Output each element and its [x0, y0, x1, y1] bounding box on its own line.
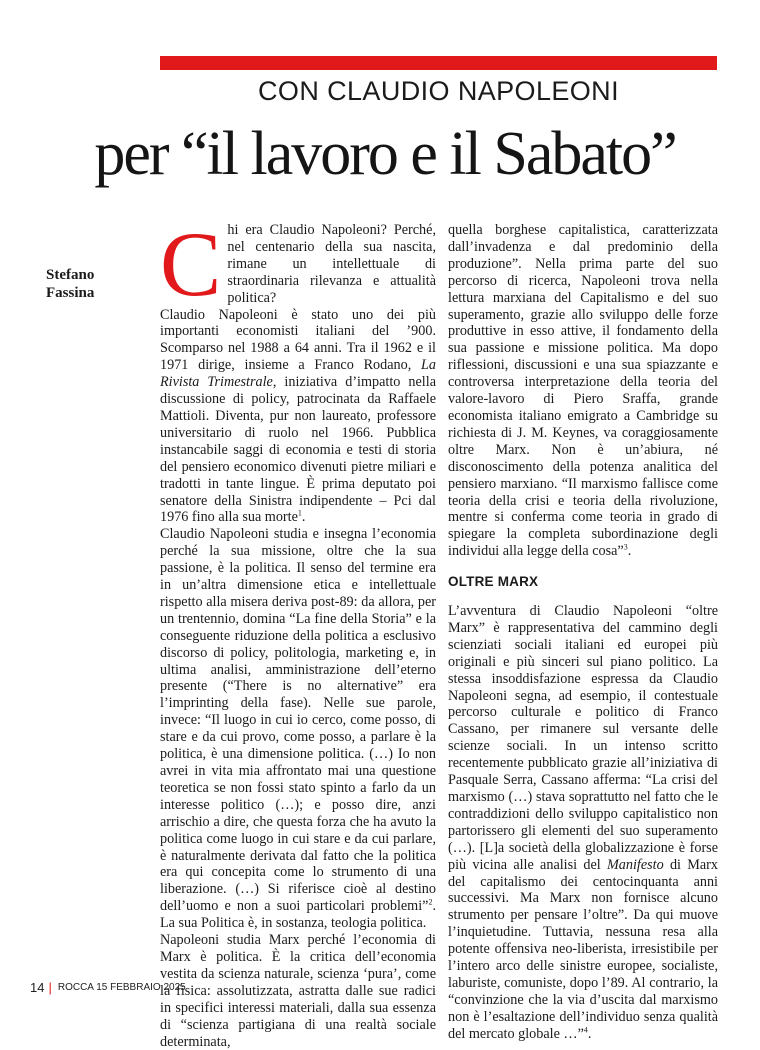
- footnote-ref: 1: [297, 508, 302, 518]
- top-red-rule: [160, 56, 717, 70]
- text: Napoleoni studia Marx perché l’economia di Marx è politica. È la critica dell’economia vestita da scienza naturale, scienza ‘pura’, come la fisica: assolutizzata, astratta dalle sue radici in specifici interessi materiali, dalla sua essenza di “scienza partigiana di una realtà sociale determinata,: [160, 932, 436, 1050]
- footnote-ref: 2: [428, 897, 433, 907]
- paragraph: [448, 222, 718, 560]
- book-title: Manifesto: [606, 856, 664, 873]
- text: .: [627, 543, 632, 560]
- text: Claudio Napoleoni studia e insegna l’economia perché la sua missione, oltre che la sua passione, è la politica. Il senso del termine era in un’altra dimensione etica e intellettuale rispetto alla misera deriva post-89: da allora, per un trentennio, domina “La fine della Storia” e la conseguente riduzione della politica a esclusivo discorso di policy, politologia, marketing e, in ultima analisi, amministrazione dell’eterno presente (“There is no alternative” era l’imprinting della fase). Nelle sue parole, invece: “Il luogo in cui io cerco, come posso, di stare e da cui provo, come posso, a parlare è la politica, è una dimensione politica. (…) Io non avrei in vita mia affrontato mai una questione teoretica se non fossi stato spinto a farlo da un interesse politico (…); e posso dire, anzi arrischio a dire, che questa forza che ha avuto la politica come luogo in cui stare e da cui parlare, è naturalmente derivata dal fatto che la politica era qui concepita come lo strumento di una liberazione. (…) Si riferisce cioè al destino dell’uomo e non a suoi particolari problemi”: [160, 526, 436, 915]
- footer-separator: |: [48, 980, 52, 995]
- paragraph: [160, 526, 436, 932]
- headline: per “il lavoro e il Sabato”: [94, 120, 676, 188]
- paragraph-intro: [160, 213, 436, 315]
- page-number: 14: [30, 980, 45, 995]
- page-footer: [30, 980, 186, 995]
- article-column-2: [448, 222, 718, 1043]
- text: hi era Claudio Napoleoni? Perché, nel centenario della sua nascita, rimane un intellettuale di straordinaria rilevanza e attualità politica?: [227, 222, 436, 306]
- text: .: [587, 1025, 592, 1042]
- text: L’avventura di Claudio Napoleoni “oltre Marx” è rappresentativa del cammino degli scienziati sociali italiani ed europei più originali e più sinceri sul piano politico. La stessa insoddisfazione espressa da Claudio Napoleoni segna, ad esempio, il contestuale percorso culturale e politico di Franco Cassano, per rimanere sul versante delle scienze sociali. In un intenso scritto recentemente pubblicato grazie all’iniziativa di Pasquale Serra, Cassano afferma: “La crisi del marxismo (…) stava soprattutto nel fatto che le contraddizioni dello sviluppo capitalistico non partorissero gli elementi del suo superamento (…). [L]a società della globalizzazione è forse più vicina alle analisi del: [448, 603, 718, 873]
- text: quella borghese capitalistica, caratterizzata dall’invadenza e dal predominio della produzione”. Nella prima parte del suo percorso di ricerca, Napoleoni trova nella lettura marxiana del Capitalismo e del suo superamento, grazie allo sviluppo delle forze produttive in esso attive, il fondamento della sua passione e missione politica. Ma dopo riflessioni, discussioni e una sua spiazzante e controversa interpretazione della teoria del valore-lavoro di Piero Sraffa, grande economista italiano emigrato a Cambridge su richiesta di J. M. Keynes, va coraggiosamente oltre Marx. Non è un’abiura, né disconoscimento della potenza analitica del pensiero marxiano. “Il marxismo fallisce come teoria della crisi e teoria della rivoluzione, mentre si conferma come teoria in grado di spiegare la completa subordinazione degli individui alla legge della cosa”: [448, 222, 718, 560]
- journal-title: La Rivista Trimestrale: [160, 357, 436, 391]
- article-column-1: [160, 213, 436, 1050]
- text: di Marx del capitalismo dei centocinquanta anni successivi. Ma Marx non fornisce alcuno strumento per pensare l’oltre”. Da qui muove l’inquietudine. Tuttavia, nessuna resa alla potente offensiva neo-liberista, irresistibile per l’intero arco delle sinistre europee, socialiste, laburiste, comuniste, dopo l’89. Al contrario, la “convinzione che la via d’uscita dal marxismo non è l’esaltazione dell’individuo senza qualità del mercato globale …”: [448, 856, 718, 1042]
- text: Claudio Napoleoni è stato uno dei più importanti economisti italiani del ’900. Scomparso nel 1988 a 64 anni. Tra il 1962 e il 1971 dirige, insieme a Franco Rodano,: [160, 306, 436, 374]
- paragraph: [160, 932, 436, 1050]
- drop-cap: C: [160, 213, 222, 315]
- footnote-ref: 4: [583, 1024, 588, 1034]
- author-first-name: Stefano: [46, 267, 95, 283]
- text: , iniziativa d’impatto nella discussione di policy, patrocinata da Raffaele Mattioli. Diventa, pur non laureato, professore universitario di ruolo nel 1966. Pubblica instancabile saggi di economia e testi di storia del pensiero economico divenuti pietre miliari e tradotti in tante lingue. È prima deputato poi senatore della Sinistra indipendente – Pci dal 1976 fino alla sua morte: [160, 374, 436, 526]
- publication-info: ROCCA 15 FEBBRAIO 2025: [57, 982, 186, 993]
- paragraph: [448, 603, 718, 1043]
- text: . La sua Politica è, in sostanza, teologia politica.: [160, 898, 436, 932]
- footnote-ref: 3: [623, 542, 628, 552]
- paragraph: Claudio Napoleoni è stato uno dei più importanti economisti italiani del ’900. Scomparso nel 1988 a 64 anni. Tra il 1962 e il 1971 dirige, insieme a Franco Rodano, La Rivista Trimestrale, iniziativa d’impatto nella discussione di policy, patrocinata da Raffaele Mattioli. Diventa, pur non laureato, professore universitario di ruolo nel 1966. Pubblica instancabile saggi di economia e testi di storia del pensiero economico divenuti pietre miliari e tradotti in tante lingue. È prima deputato poi senatore della Sinistra indipendente – Pci dal 1976 fino alla sua morte$^1$.: [160, 306, 436, 526]
- section-subhead: OLTRE MARX: [448, 574, 539, 590]
- kicker: CON CLAUDIO NAPOLEONI: [258, 76, 619, 106]
- author-byline: [46, 266, 156, 302]
- author-last-name: Fassina: [46, 285, 95, 301]
